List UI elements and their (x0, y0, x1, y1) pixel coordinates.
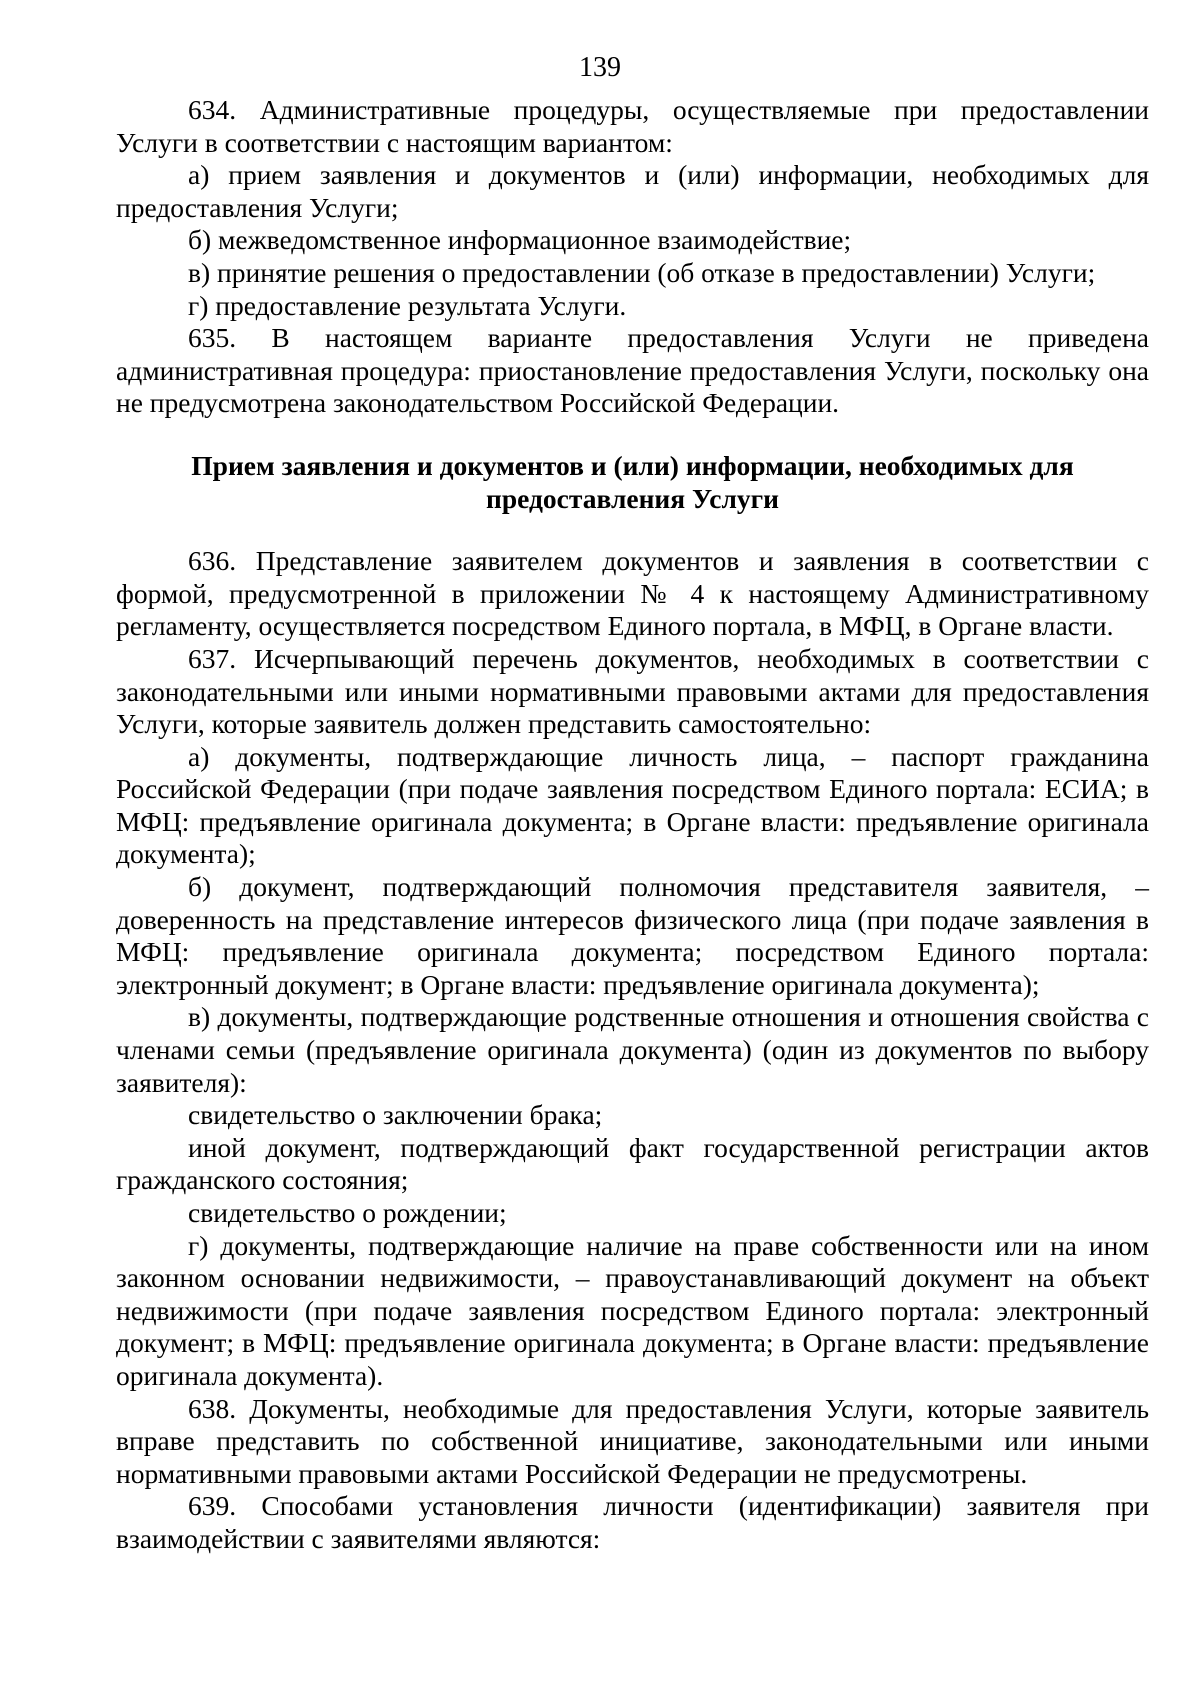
paragraph-637: 637. Исчерпывающий перечень документов, необходимых в соответствии с законодательными или иными нормативными правовыми актами для предоставления Услуги, которые заявитель должен представить самостоятельно: (116, 642, 1149, 740)
list-item-a: а) прием заявления и документов и (или) информации, необходимых для предоставления Услуги; (116, 159, 1149, 223)
list-item-b: б) межведомственное информационное взаимодействие; (188, 224, 852, 256)
list-item-b: б) документ, подтверждающий полномочия представителя заявителя, – доверенность на представление интересов физического лица (при подаче заявления в МФЦ: предъявление оригинала документа; посредством Единого портала: электронный документ; в Органе власти: предъявление оригинала документа); (116, 871, 1149, 1000)
list-item-g: г) предоставление результата Услуги. (188, 289, 627, 321)
list-item-g: г) документы, подтверждающие наличие на праве собственности или на ином законном основании недвижимости, – правоустанавливающий документ на объект недвижимости (при подаче заявления посредством Единого портала: электронный документ; в МФЦ: предъявление оригинала документа; в Органе власти: предъявление оригинала документа). (116, 1229, 1149, 1391)
paragraph-636: 636. Представление заявителем документов и заявления в соответствии с формой, предусмотренной в приложении № 4 к настоящему Административному регламенту, осуществляется посредством Единого портала, в МФЦ, в Органе власти. (116, 545, 1149, 642)
paragraph-638: 638. Документы, необходимые для предоставления Услуги, которые заявитель вправе представить по собственной инициативе, законодательными или иными нормативными правовыми актами Российской Федерации не предусмотрены. (116, 1392, 1149, 1489)
sub-item-civil-status-document: иной документ, подтверждающий факт государственной регистрации актов гражданского состояния; (116, 1131, 1149, 1196)
paragraph-635: 635. В настоящем варианте предоставления Услуги не приведена административная процедура: приостановление предоставления Услуги, поскольку она не предусмотрена законодательством Российской Федерации. (116, 322, 1149, 419)
paragraph-634: 634. Административные процедуры, осуществляемые при предоставлении Услуги в соответствии с настоящим вариантом: (116, 94, 1149, 158)
document-body (116, 94, 1149, 1556)
list-item-v: в) принятие решения о предоставлении (об отказе в предоставлении) Услуги; (188, 256, 1096, 288)
sub-item-marriage-certificate: свидетельство о заключении брака; (188, 1099, 603, 1131)
list-item-a: а) документы, подтверждающие личность лица, – паспорт гражданина Российской Федерации (при подаче заявления посредством Единого портала: ЕСИА; в МФЦ: предъявление оригинала документа; в Органе власти: предъявление оригинала документа); (116, 740, 1149, 870)
page-number: 139 (579, 52, 621, 83)
section-heading: Прием заявления и документов и (или) информации, необходимых для предоставления Услуги (191, 449, 1074, 514)
paragraph-639: 639. Способами установления личности (идентификации) заявителя при взаимодействии с заявителями являются: (116, 1490, 1149, 1554)
list-item-v: в) документы, подтверждающие родственные отношения и отношения свойства с членами семьи (предъявление оригинала документа) (один из документов по выбору заявителя): (116, 1001, 1149, 1098)
sub-item-birth-certificate: свидетельство о рождении; (188, 1197, 507, 1228)
